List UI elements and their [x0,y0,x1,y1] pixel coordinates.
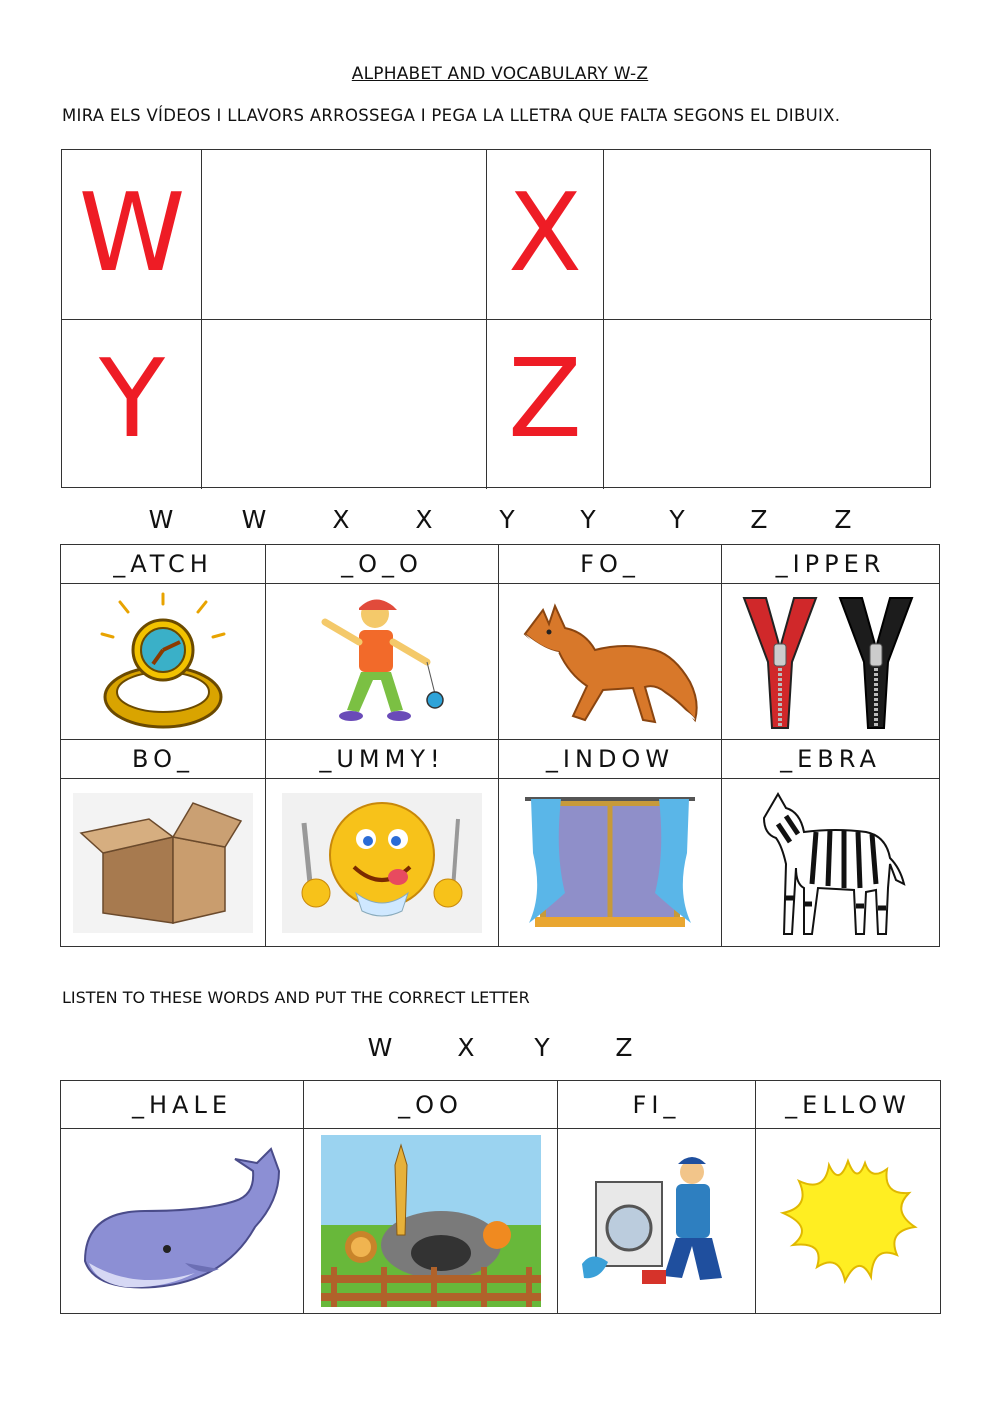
draggable-letter[interactable]: X [332,505,350,534]
zebra-picture [722,779,940,947]
fox-picture [499,584,722,740]
zoo-picture [304,1129,558,1314]
word-cell[interactable] [266,740,499,779]
draggable-letter[interactable]: X [457,1033,475,1062]
big-letter-z: Z [508,337,582,462]
word-cell[interactable] [756,1081,941,1129]
word-fox: FO_ [580,550,640,578]
draggable-letter[interactable]: Y [580,505,596,534]
draggable-letter[interactable]: Y [534,1033,550,1062]
draggable-letter[interactable]: W [367,1033,393,1062]
word-window: _INDOW [545,745,675,773]
word-cell[interactable] [499,740,722,779]
word-yummy: _UMMY! [319,745,445,773]
alphabet-grid [61,149,931,488]
instruction-bottom: LISTEN TO THESE WORDS AND PUT THE CORRECT LETTER [62,988,530,1007]
draggable-letter[interactable]: W [148,505,174,534]
word-zoo: _OO [398,1090,463,1119]
drop-zone-x[interactable] [604,150,931,319]
drop-zone-w[interactable] [202,150,486,319]
vocab-table-1 [60,544,940,947]
draggable-letter[interactable]: Y [499,505,515,534]
word-zipper: _IPPER [775,550,886,578]
watch-picture [61,584,266,740]
fix-picture [558,1129,756,1314]
word-watch: _ATCH [113,550,213,578]
yoyo-picture [266,584,499,740]
word-whale: _HALE [132,1090,232,1119]
word-cell[interactable] [61,545,266,584]
word-box: BO_ [132,745,194,773]
draggable-letter[interactable]: X [415,505,433,534]
draggable-letter[interactable]: Z [750,505,768,534]
draggable-letter[interactable]: Z [834,505,852,534]
big-letter-x: X [508,171,582,296]
drop-zone-y[interactable] [202,320,486,488]
word-cell[interactable] [558,1081,756,1129]
yellow-picture [756,1129,941,1314]
zipper-picture [722,584,940,740]
word-cell[interactable] [266,545,499,584]
word-yellow: _ELLOW [785,1090,911,1119]
word-yoyo: _O_O [341,550,423,578]
word-fix: FI_ [632,1090,681,1119]
word-cell[interactable] [499,545,722,584]
word-cell[interactable] [61,740,266,779]
window-picture [499,779,722,947]
instruction-top: MIRA ELS VÍDEOS I LLAVORS ARROSSEGA I PEGA LA LLETRA QUE FALTA SEGONS EL DIBUIX. [62,106,841,125]
word-cell[interactable] [722,740,940,779]
draggable-letter[interactable]: Y [669,505,685,534]
draggable-letter[interactable]: Z [615,1033,633,1062]
word-cell[interactable] [61,1081,304,1129]
big-letter-w: W [78,171,186,296]
big-letter-y: Y [99,337,165,462]
word-zebra: _EBRA [780,745,881,773]
draggable-letter[interactable]: W [241,505,267,534]
whale-picture [61,1129,304,1314]
box-picture [61,779,266,947]
yummy-picture [266,779,499,947]
page-title: ALPHABET AND VOCABULARY W-Z [351,64,649,84]
word-cell[interactable] [304,1081,558,1129]
drop-zone-z[interactable] [604,320,931,488]
word-cell[interactable] [722,545,940,584]
vocab-table-2 [60,1080,941,1314]
